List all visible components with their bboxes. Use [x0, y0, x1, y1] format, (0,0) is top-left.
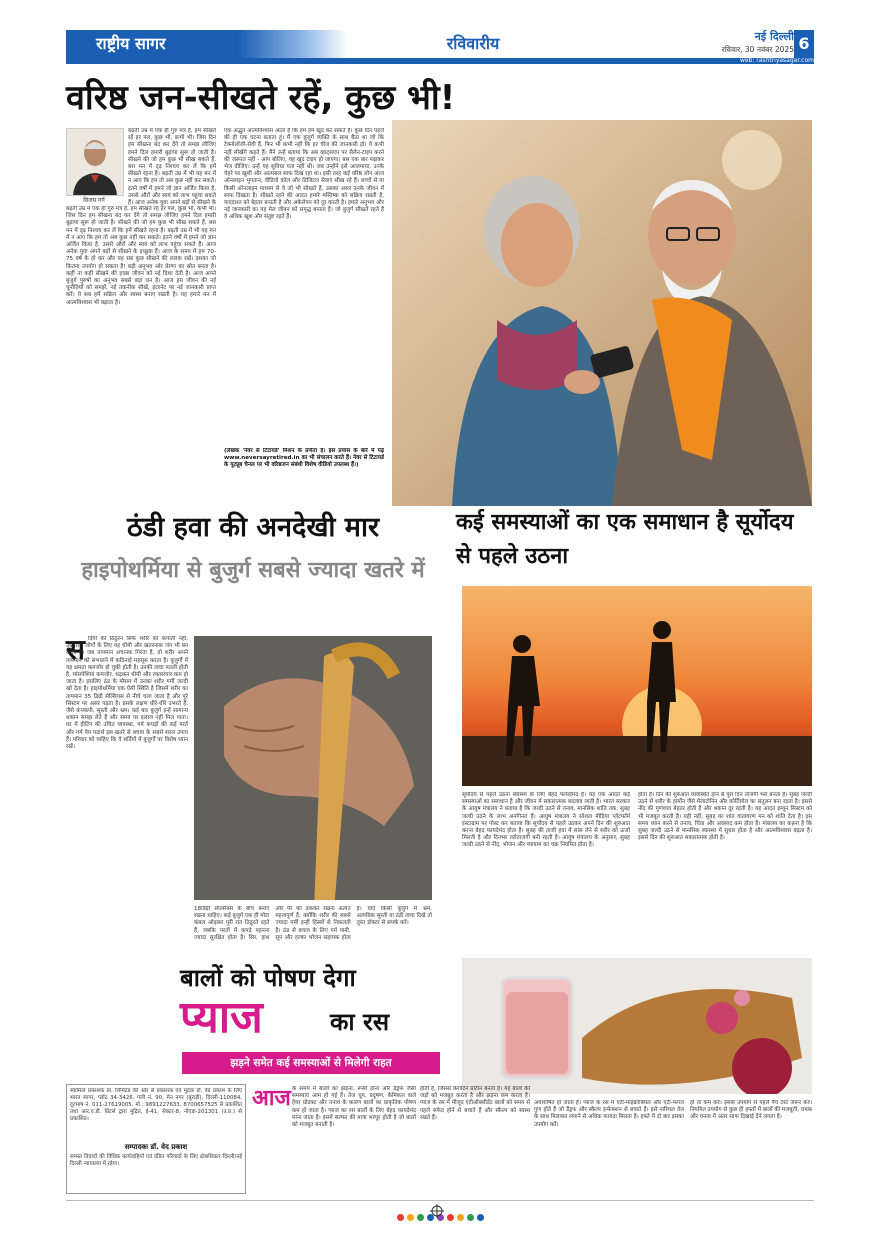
website-label: web: rashtriyasagar.com [739, 57, 814, 64]
article4-column-3: अवशोषित हो जाता है। प्याज के रस में एंटी-माइक्रोबियल और एंटी-फंगल गुण होते हैं जो डैंड्रफ और स्कैल्प इन्फेक्शन से बचाते हैं। इसे नारियल तेल के साथ मिलाकर लगाने से अधिक फायदा मिलता है। हफ्ते में दो बार इसका उपयोग करें। [534, 1100, 684, 1128]
article4-headline-big: प्याज [180, 992, 263, 1043]
article1-column-1: बढ़ती उम्र में एक ही गुरु मंत्र है, हम सीखते रहें हर पल, कुछ भी, कभी भी। जिस दिन हम सीखना बंद कर देंगे तो समझ लीजिए हमने दिल हमारी बुढ़ापा सुरू हो जाती है। सीखने की जो हम कुछ भी सीख सकते हैं, बस मन में दृढ़ निश्चय कर लें कि हमें सीखते रहना है। बढ़ती उम्र में भी यह मन में न आए कि हम तो अब कुछ नहीं कर सकते। इतने वर्षों में हमने जो ज्ञान अर्जित किया है, उससे औरों और स्वयं को लाभ पहुंचा सकते हैं। आज अनेक युवा अपने बड़ों से सीखने के इच्छुक हैं। आज के समय में हम 70-75 वर्ष के हो कर और यह सब कुछ सीखने की ललक रखें। इसका जो कितना उपयोग हो सकता है! बड़ी अनुभव ओर प्रेरणा का स्रोत बनता है। कहीं ना कहीं सीखने की इच्छा जीवन को नई दिशा देती है। आज अपने बुजुर्ग पुरुषों का अनुभव सबसे बड़ा धन है। आज हम जीवन की नई चुनौतियों को समझें, नई तकनीक सीखें, इंटरनेट पर नई जानकारी प्राप्त करें। ये सब हमें सक्रिय और स्वस्थ बनाए रखती है। यह हमारे मन में आत्मविश्वास भी बढ़ाता है। [66, 206, 216, 306]
legal-text: समस्त विवादों की विधिक कार्यवाहियाँ एवं दंडित परिवादों के लिए क्षेत्राधिकार दिल्ली/नई दिल्ली न्यायालय में रहेगा। [70, 1154, 242, 1167]
article1-headline: वरिष्ठ जन-सीखते रहें, कुछ भी! [66, 78, 456, 118]
article2-column-1: र्दियों की ठिठुरन सिर्फ शरीर को कंपाती नहीं, उम्रदराज लोगों के लिए यह धीमी और खतरनाक जंग भी बन जाती है। जब तापमान अचानक गिरता है, तो शरीर अपने तापमान को संभालने में कठिनाई महसूस करता है। बुजुर्गों में यह क्षमता कमजोर हो चुकी होती है। उनकी त्वचा पतली होती है, मांसपेशियां कमजोर, धड़कन धीमी और रक्तसंचार कम हो जाता है। इसलिए ठंड के मौसम में उनका शरीर गर्मी जल्दी खो देता है। हाइपोथर्मिया एक ऐसी स्थिति है जिसमें शरीर का तापमान 35 डिग्री सेल्सियस से नीचे चला जाता है और पूरे सिस्टम पर असर पड़ता है। इसके लक्षण धीरे-धीरे उभरते हैं, जैसे कंपकंपी, सुस्ती और भ्रम। कई बार बुजुर्ग इन्हें सामान्य थकान समझ लेते हैं और समय पर इलाज नहीं मिल पाता। घर में हीटिंग की उचित व्यवस्था, गर्म कपड़ों की कई परतें और गर्म पेय पदार्थ इस खतरे से बचाव के सबसे सरल उपाय हैं। परिवार को चाहिए कि वे सर्दियों में बुजुर्गों पर विशेष ध्यान रखें। [66, 636, 188, 751]
footer-dot [447, 1214, 454, 1221]
footer-dot [397, 1214, 404, 1221]
article1-column-2: एक अद्भुत आत्मविश्वास आता है कि हम हम खुद कर सकते हैं। कुछ दिन पहले की ही एक घटना बताता हूं। मैं एक बुजुर्ग व्यक्ति के साथ बैठा था जो कि टेक्नोलॉजी-सेवी हैं, फिर भी कभी नहीं कि हर चीज की जानकारी हो। ये कभी नहीं सीखेंगे कहते हैं। मैंने उन्हें बताया कि अब व्हाट्सएप पर सैलेन-टाइप करने की जरूरत नहीं - आप बोलिए, वह खुद टाइप हो जाएगा। बस एक बार पढ़ाकर भेज दीजिए। उन्हें यह सुविधा पता नहीं थी। जब उन्होंने इसे आजमाया, उनके चेहरे पर खुशी और आत्मबल साफ दिख रहा था। इसी तरह कई वरिष्ठ लोग आज ऑनलाइन भुगतान, वीडियो कॉल और डिजिटल सेवाएं सीख रहे हैं। बच्चों से या किसी ऑनलाइन माध्यम से वे जो भी सीखते हैं, उसका असर उनके जीवन में साफ दिखता है। सीखते रहने की आदत हमारे मस्तिष्क को सक्रिय रखती है, याददाश्त को बेहतर बनाती है और अकेलेपन को दूर करती है। हमारे अनुभव और नई जानकारी का यह मेल जीवन को समृद्ध बनाता है। जो बुजुर्ग सीखते रहते हैं वे अधिक खुश और संतुष्ट रहते हैं। [224, 128, 384, 221]
article3-column-2: होता है। दिन की शुरुआत व्यवस्थित होने से पूरा दिन ताजगी भरा बनता है। सुबह जल्दी उठने से शरीर के हार्मोन जैसे मेलाटोनिन और कोर्टिसोल का संतुलन बना रहता है। इससे नींद की गुणवत्ता बेहतर होती है और थकान दूर रहती है। यह आदत इम्यून सिस्टम को भी मजबूत करती है। यही नहीं, सुबह का शांत वातावरण मन को शांति देता है। इस समय ध्यान करने से तनाव, चिंता और अवसाद कम होता है। मंत्रालय का कहना है कि सुबह जल्दी उठने से मानसिक स्वास्थ्य में सुधार होता है और आत्मविश्वास बढ़ता है। इससे दिन की शुरुआत सकारात्मक होती है। [638, 792, 812, 842]
footer-rule [66, 1200, 814, 1201]
sunrise-walk-photo [462, 586, 812, 786]
paper-name: राष्ट्रीय सागर [66, 30, 238, 58]
article2-headline: ठंडी हवा की अनदेखी मार [126, 512, 379, 543]
author-name: विजय गर्ग [83, 197, 105, 204]
article4-intro-word: आज [252, 1086, 291, 1111]
onion-juice-photo [462, 958, 812, 1094]
editor-label: सम्पादकः डॉ. वेद प्रकाश [124, 1143, 188, 1151]
dateline [598, 30, 794, 58]
registration-mark-icon [430, 1203, 444, 1217]
city-label: नई दिल्ली [754, 30, 794, 43]
article3-headline: कई समस्याओं का एक समाधान है सूर्योदय से पहले उठना [456, 510, 794, 569]
section-title: रविवारीय [446, 34, 500, 53]
article4-column-4: हो तो कम करें। इसके उपयोग से पहले पैच टेस्ट जरूर करें। नियमित उपयोग से कुछ ही हफ्तों में बालों की मजबूती, चमक और घनत्व में अंतर साफ दिखाई देने लगता है। [690, 1100, 812, 1121]
footer-dot [467, 1214, 474, 1221]
footer-dot [457, 1214, 464, 1221]
footer-dot [407, 1214, 414, 1221]
page-number: 6 [794, 30, 814, 58]
masthead-decoration [238, 30, 348, 58]
imprint-box [66, 1084, 246, 1194]
footer-dot [417, 1214, 424, 1221]
drop-cap: स [66, 633, 85, 666]
article1-column-1-top: बढ़ती उम्र में एक ही गुरु मंत्र है, हम सीखते रहें हर पल, कुछ भी, कभी भी। जिस दिन हम सीखना बंद कर देंगे तो समझ लीजिए हमने दिल हमारी बुढ़ापा सुरू हो जाती है। सीखने की जो हम कुछ भी सीख सकते हैं, बस मन में दृढ़ निश्चय कर लें कि हमें सीखते रहना है। बढ़ती उम्र में भी यह मन में न आए कि हम तो अब कुछ नहीं कर सकते। इतने वर्षों में हमने जो ज्ञान अर्जित किया है, उससे औरों और स्वयं को लाभ पहुंचा सकते हैं। आज अनेक युवा अपने बड़ों से सीखने के [128, 128, 216, 206]
article4-headline-suffix: का रस [330, 1008, 390, 1036]
article4-column-1: के समय में बालों का झड़ना, रूसी होना और डैंड्रफ जैसी समस्याएं आम हो गई हैं। तेज धूप, प्रदूषण, केमिकल वाले हेयर प्रोडक्ट और तनाव के कारण बालों का प्राकृतिक पोषण कम हो जाता है। प्याज का रस बालों के लिए बेहद फायदेमंद माना जाता है। इसमें सल्फर की मात्रा भरपूर होती है जो बालों को मजबूत बनाती है। [292, 1086, 416, 1129]
article3-column-1: सूर्योदय से पहले उठना स्वास्थ्य के लिए बेहद फायदेमंद है। यह एक आदत कई समस्याओं का समाधान है और जीवन में सकारात्मक बदलाव लाती है। भारत सरकार के आयुष मंत्रालय ने बताया है कि जल्दी उठने से तनाव, मानसिक शांति तक, सुबह जल्दी उठने के लाभ अनगिनत हैं। आयुष मंत्रालय ने सोशल मीडिया प्लेटफॉर्म इंस्टाग्राम पर पोस्ट कर बताया कि सूर्योदय से पहले उठकर अपने दिन की शुरुआत करना बेहद फायदेमंद होता है। सुबह की ताजी हवा में सांस लेने से शरीर को ऊर्जा मिलती है और दिनभर तरोताजगी बनी रहती है। आयुष मंत्रालय के अनुसार, सुबह जल्दी उठने से नींद, भोजन और व्यायाम का चक्र नियमित होता है। [462, 792, 630, 849]
article4-banner: झड़ने समेत कई समस्याओं से मिलेगी राहत [182, 1052, 440, 1074]
article4-headline-line1: बालों को पोषण देगा [180, 964, 356, 992]
article2-column-2: 18डिग्री सेल्सियस के बीच बनाए रखना चाहिए। कई बुजुर्ग एक ही मोटा कंबल ओढ़कर पूरी रात ठिठुरते रहते हैं, जबकि परतों में कपड़े पहनना ज्यादा सुरक्षित होता है। सिर, हाथ और पैर को ढककर रखना अत्यंत महत्वपूर्ण है, क्योंकि शरीर की सबसे ज्यादा गर्मी इन्हीं हिस्सों से निकलती है। ठंड से बचाव के लिए गर्म पानी, सूप और हल्का भोजन सहायक होता है। यदि किसी बुजुर्ग में भ्रम, अत्यधिक सुस्ती या ठंडी त्वचा दिखे तो तुरंत डॉक्टर से संपर्क करें। [194, 906, 432, 941]
article1-footnote: (लेखक 'नेवर से टिटायर्ड' मिशन के प्रणेता हैं। इस प्रयास के बारे में पढ़ें www.neversayretired.in का भी संचालन करते हैं। नेवर से टिटायर्ड के यूट्यूब चैनल पर भी वरिष्ठजन संबंधी विशेष वीडियो उपलब्ध हैं।) [224, 448, 384, 469]
article4-column-2: होती है, जिससे केराटिन प्रोटीन बनता है। यह बालों की जड़ों को मजबूत करता है और झड़ना कम करता है। प्याज के रस में मौजूद एंटीऑक्सीडेंट बालों को समय से पहले सफेद होने से बचाते हैं और स्कैल्प को स्वस्थ रखते हैं। [420, 1086, 530, 1121]
walking-cane-photo [194, 636, 432, 900]
date-label: रविवार, 30 नवंबर 2025 [721, 45, 794, 54]
footer-dot [477, 1214, 484, 1221]
article2-subheadline: हाइपोथर्मिया से बुजुर्ग सबसे ज्यादा खतरे में [81, 558, 425, 583]
imprint-text: स्वामित्व प्रकाशक प्रा. लिमिटेड की ओर से प्रकाशक एवं मुद्रक डॉ. वेद प्रकाश के लिए भारत सागर, प्लॉट 34-3426, गली नं. 90, मेन नगर (बुराड़ी), दिल्ली-110084, दूरभाष नं. 011-27619005, मो.: 9891227633, 8700657525 से प्रकाशित तथा आर.ए.डी. प्रिंटर्स द्वारा मुद्रित, ई-41, सेक्टर-8, नोएडा-201301 (उ.प्र.) से प्रकाशित। [70, 1088, 242, 1122]
author-photo [66, 128, 124, 196]
elderly-couple-photo [392, 120, 812, 506]
